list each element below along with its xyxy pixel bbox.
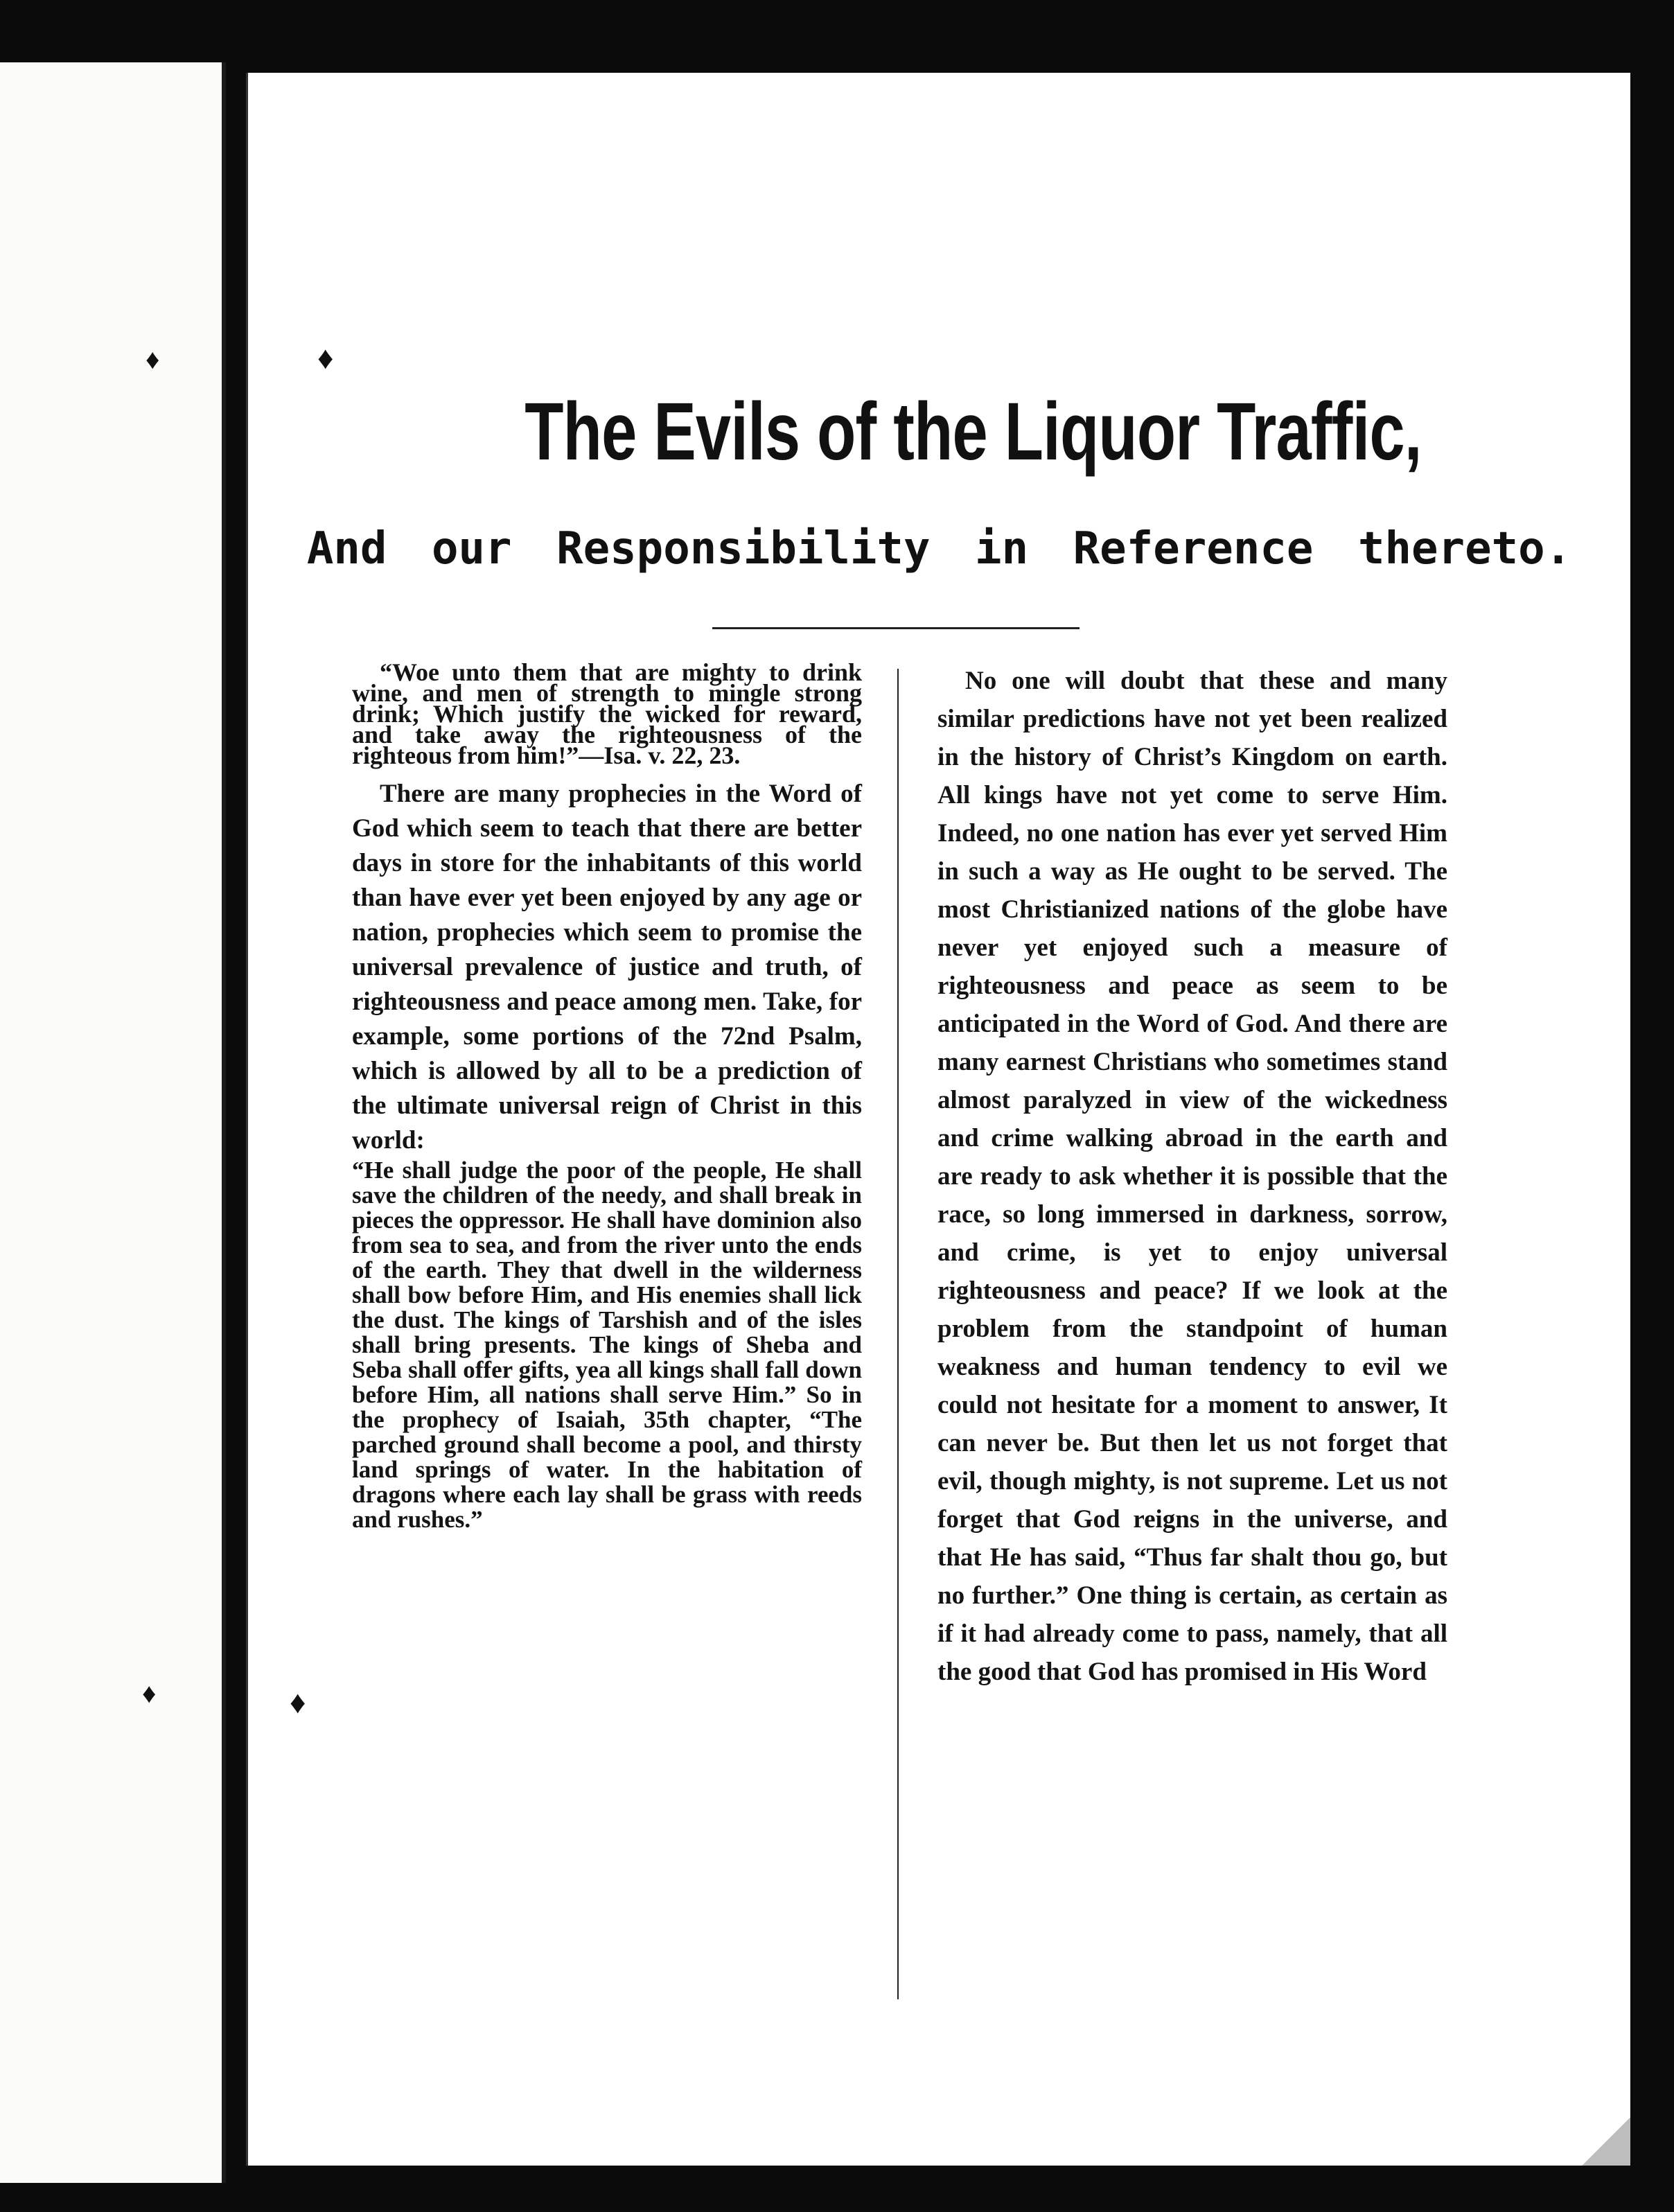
column-divider bbox=[897, 669, 899, 1999]
right-paragraph-1: No one will doubt that these and many similar predictions have not yet been realized in the history of Christ’s Kingdom on earth. All kings have not yet come to serve Him. Indeed, no one nation has ever yet served Him in such a way as He ought to be served. The most Christianized nations of the globe have never yet enjoyed such a measure of righteousness and peace as seem to be anticipated in the Word of God. And there are many earnest Christians who sometimes stand almost paralyzed in view of the wickedness and crime walking abroad in the earth and are ready to ask whether it is possible that the race, so long immersed in darkness, sorrow, and crime, is yet to enjoy universal righteousness and peace? If we look at the problem from the standpoint of human weakness and human tendency to evil we could not hesitate for a moment to answer, It can never be. But then let us not forget that evil, though mighty, is not supreme. Let us not forget that God reigns in the universe, and that He has said, “Thus far shalt thou go, but no further.” One thing is certain, as certain as if it had already come to pass, namely, that all the good that God has promised in His Word bbox=[937, 667, 1447, 1686]
right-column bbox=[937, 662, 1447, 1691]
left-paragraph-1: There are many prophecies in the Word of God which seem to teach that there are better days in store for the inhabitants of this world than have ever yet been enjoyed by any age or nation, prophecies which seem to promise the universal prevalence of justice and truth, of righteousness and peace among men. Take, for example, some portions of the 72nd Psalm, which is allowed by all to be a prediction of the ultimate universal reign of Christ in this world: bbox=[352, 780, 862, 1155]
epigraph-reference: Isa. v. 22, 23. bbox=[603, 741, 741, 769]
title-rule bbox=[712, 627, 1080, 629]
left-quote: “He shall judge the poor of the people, He shall save the children of the needy, and shall break in pieces the oppressor. He shall have dominion also from sea to sea, and from the river unto the ends of the earth. They that dwell in the wilderness shall bow before Him, and His enemies shall lick the dust. The kings of Tarshish and of the isles shall bring presents. The kings of Sheba and Seba shall offer gifts, yea all kings shall fall down before Him, all nations shall serve Him.” So in the prophecy of Isaiah, 35th chapter, “The parched ground shall become a pool, and thirsty land springs of water. In the habitation of dragons where each lay shall be grass with reeds and rushes.” bbox=[352, 1157, 862, 1533]
bullet-mark-icon: ♦ bbox=[317, 340, 334, 376]
left-column bbox=[352, 658, 862, 1533]
epigraph bbox=[352, 658, 862, 769]
document-subtitle: And our Responsibility in Reference thereto. bbox=[306, 523, 1572, 574]
previous-page-edge bbox=[0, 62, 226, 2183]
epigraph-text: “Woe unto them that are mighty to drink wine, and men of strength to mingle strong drink; Which justify the wicked for reward, and take away the righteousness of the righteous from him!”— bbox=[352, 658, 862, 769]
bullet-mark-icon: ♦ bbox=[290, 1685, 306, 1720]
document-title: The Evils of the Liquor Traffic, bbox=[525, 386, 1422, 477]
document-page bbox=[246, 73, 1630, 2166]
bullet-mark-icon: ♦ bbox=[142, 1678, 157, 1709]
bullet-mark-icon: ♦ bbox=[146, 344, 160, 375]
page-curl bbox=[1582, 2117, 1630, 2166]
